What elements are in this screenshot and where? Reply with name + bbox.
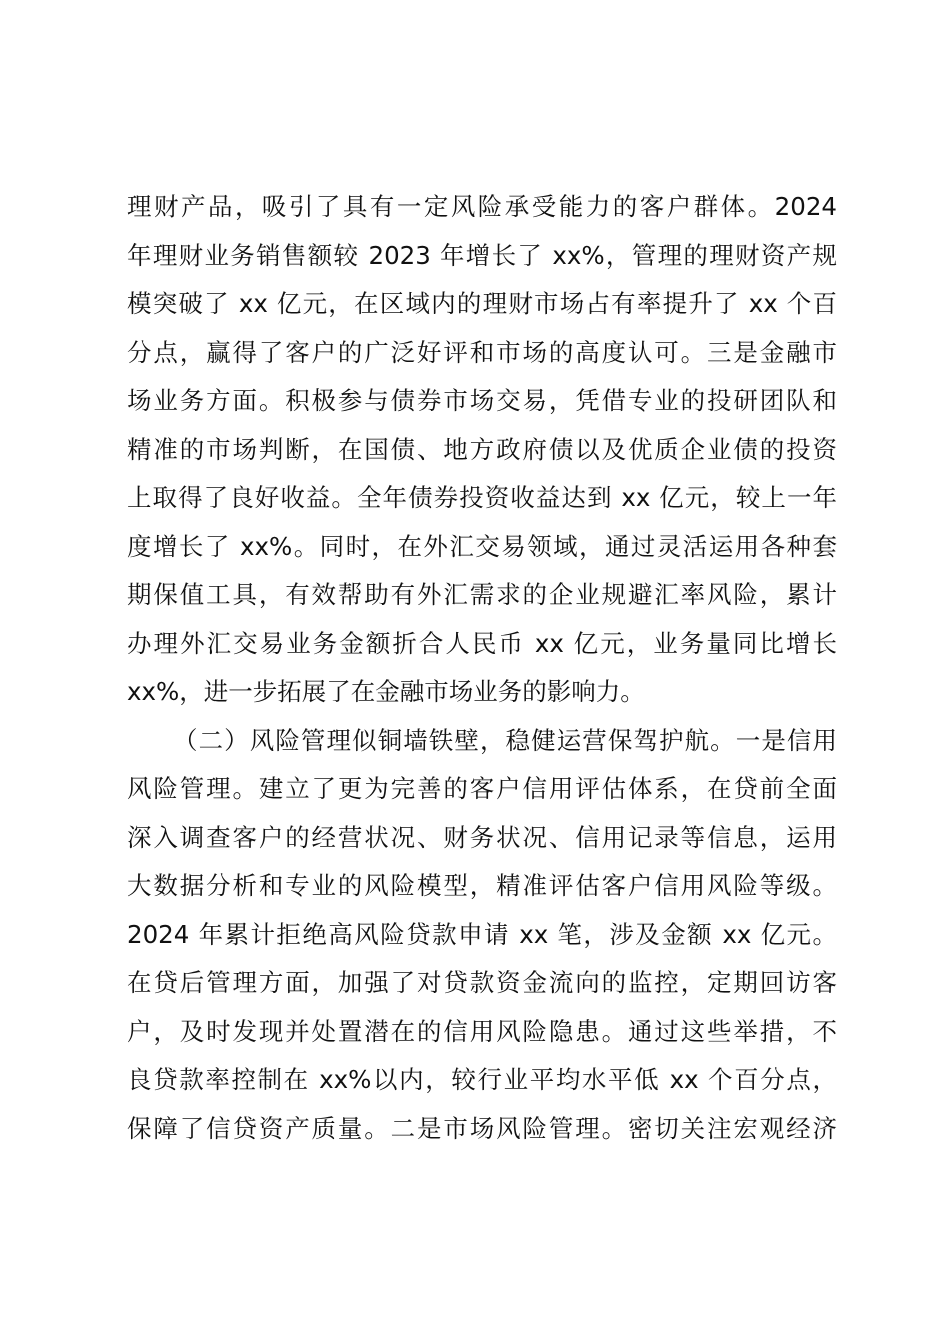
text-line: 年理财业务销售额较 2023 年增长了 xx%，管理的理财资产规: [127, 240, 837, 270]
body-text: [127, 183, 837, 1153]
text-line: 度增长了 xx%。同时，在外汇交易领域，通过灵活运用各种套: [127, 531, 837, 561]
text-line: 上取得了良好收益。全年债券投资收益达到 xx 亿元，较上一年: [127, 483, 837, 512]
text-line: 分点，赢得了客户的广泛好评和市场的高度认可。三是金融市: [127, 337, 837, 367]
text-line: 场业务方面。积极参与债券市场交易，凭借专业的投研团队和: [127, 386, 837, 415]
text-line: 深入调查客户的经营状况、财务状况、信用记录等信息，运用: [127, 822, 837, 852]
text-line: xx%，进一步拓展了在金融市场业务的影响力。: [127, 677, 645, 706]
text-line: 风险管理。建立了更为完善的客户信用评估体系，在贷前全面: [127, 774, 837, 803]
text-line: 办理外汇交易业务金额折合人民币 xx 亿元，业务量同比增长: [127, 628, 837, 658]
text-line: 保障了信贷资产质量。二是市场风险管理。密切关注宏观经济: [127, 1113, 837, 1143]
text-line: 户，及时发现并处置潜在的信用风险隐患。通过这些举措，不: [127, 1016, 837, 1046]
text-line: 理财产品，吸引了具有一定风险承受能力的客户群体。2024: [127, 192, 837, 221]
text-line: 大数据分析和专业的风险模型，精准评估客户信用风险等级。: [127, 871, 837, 900]
text-line: 良贷款率控制在 xx%以内，较行业平均水平低 xx 个百分点，: [127, 1065, 837, 1094]
text-line: 模突破了 xx 亿元，在区域内的理财市场占有率提升了 xx 个百: [127, 289, 837, 318]
text-line: 期保值工具，有效帮助有外汇需求的企业规避汇率风险，累计: [127, 580, 837, 609]
text-line: 在贷后管理方面，加强了对贷款资金流向的监控，定期回访客: [127, 968, 837, 997]
text-line: 2024 年累计拒绝高风险贷款申请 xx 笔，涉及金额 xx 亿元。: [127, 919, 837, 949]
text-line: 精准的市场判断，在国债、地方政府债以及优质企业债的投资: [127, 434, 837, 464]
section-heading-line: （二）风险管理似铜墙铁壁，稳健运营保驾护航。一是信用: [173, 725, 837, 755]
